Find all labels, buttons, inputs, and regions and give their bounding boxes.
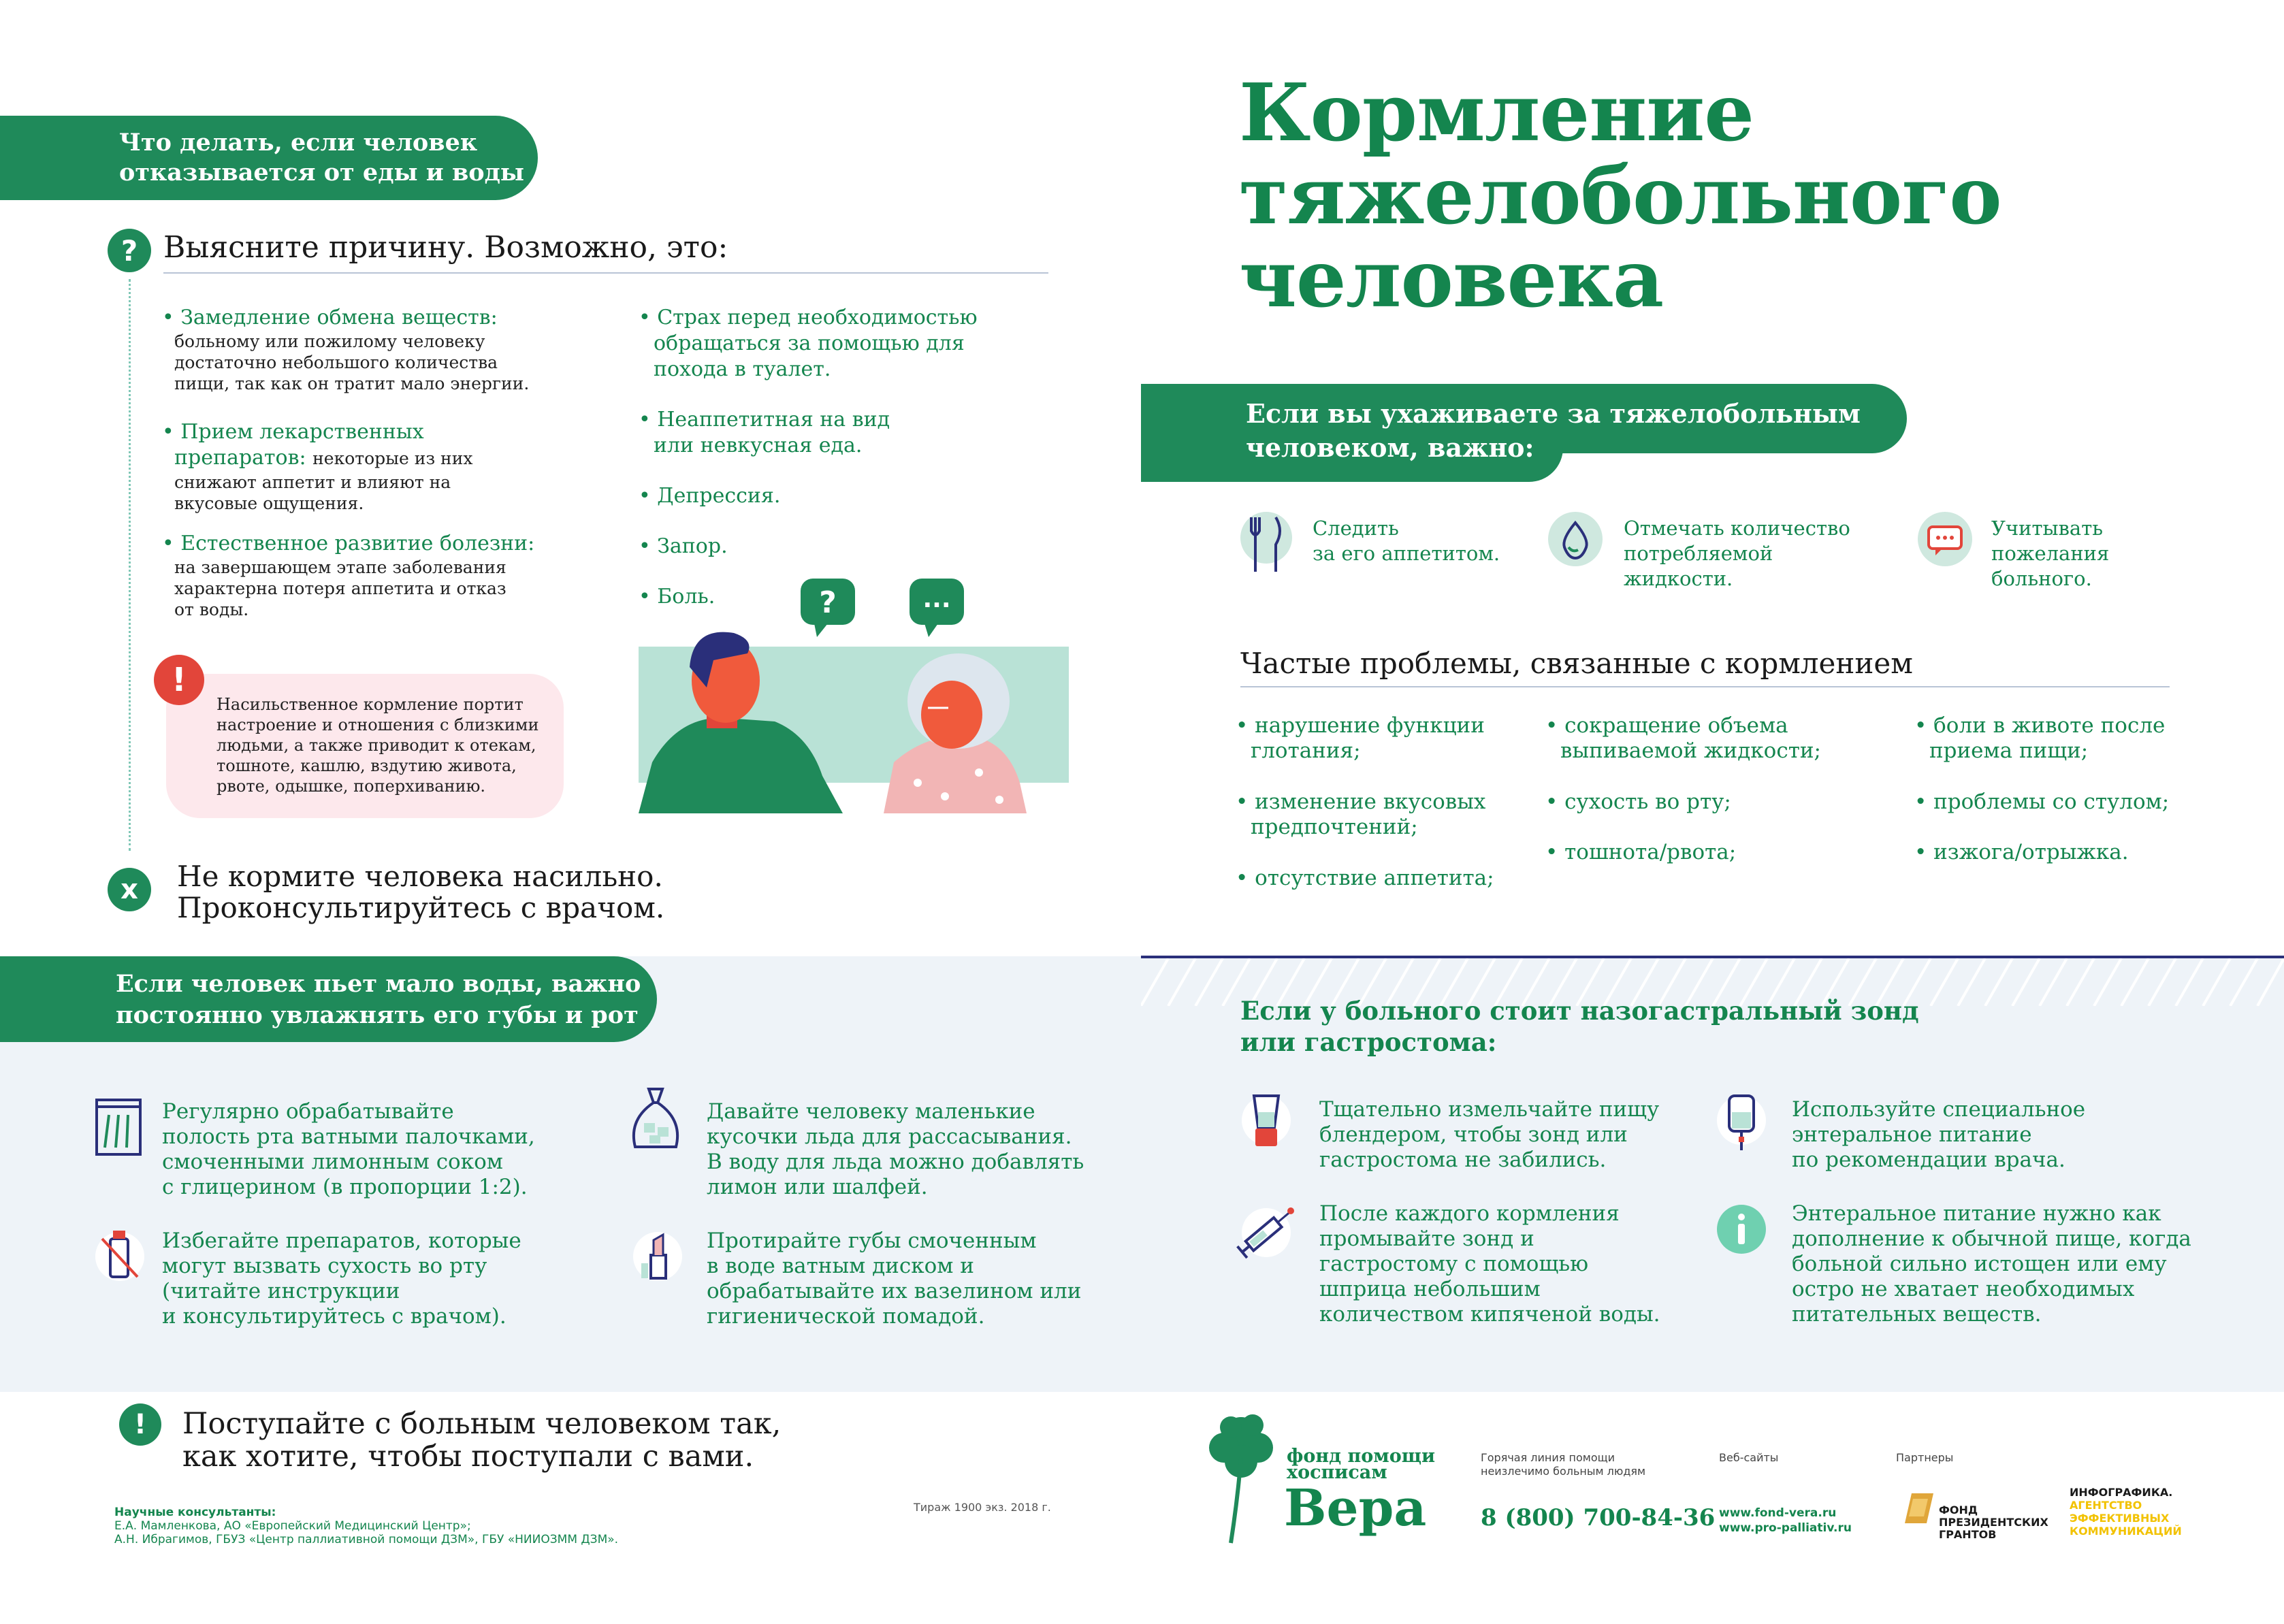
infographics-line: ЭФФЕКТИВНЫХ xyxy=(2070,1512,2170,1525)
water-drop-icon xyxy=(1547,510,1604,568)
grants-line: ПРЕЗИДЕНТСКИХ xyxy=(1939,1516,2048,1529)
water-line: кусочки льда для рассасывания. xyxy=(707,1124,1072,1149)
caregiver-illustration xyxy=(639,579,1069,813)
water-line: В воду для льда можно добавлять xyxy=(707,1150,1084,1174)
warning-icon: ! xyxy=(154,655,204,705)
problem-line: • изменение вкусовых xyxy=(1236,790,1486,814)
tube-line: Тщательно измельчайте пищу xyxy=(1319,1097,1660,1122)
tube-line: шприца небольшим xyxy=(1319,1277,1541,1301)
caring-header-line: человеком, важно: xyxy=(1246,432,1534,463)
ice-bag-icon xyxy=(625,1082,686,1157)
hotline-line: Горячая линия помощи xyxy=(1481,1451,1615,1464)
caring-line: жидкости. xyxy=(1624,567,1733,590)
print-run: Тираж 1900 экз. 2018 г. xyxy=(914,1501,1051,1514)
no-force-text xyxy=(177,861,664,924)
hotline-line: неизлечимо больным людям xyxy=(1481,1465,1646,1478)
caring-item xyxy=(1313,516,1500,566)
water-line: лимон или шалфей. xyxy=(707,1175,928,1199)
water-line: Давайте человеку маленькие xyxy=(707,1099,1035,1124)
water-line: могут вызвать сухость во рту xyxy=(162,1254,487,1278)
problem-line: предпочтений; xyxy=(1251,815,1418,839)
website-link[interactable]: www.fond-vera.ru xyxy=(1719,1506,1837,1520)
tube-line: остро не хватает необходимых xyxy=(1792,1277,2135,1301)
warning-line: людьми, а также приводит к отекам, xyxy=(216,736,536,755)
caring-line: Учитывать xyxy=(1991,517,2104,540)
tube-item xyxy=(1792,1097,2085,1173)
infographics-line: АГЕНТСТВО xyxy=(2070,1499,2142,1512)
water-line: полость рта ватными палочками, xyxy=(162,1124,535,1149)
tube-item xyxy=(1319,1097,1659,1173)
cause-item xyxy=(639,483,780,509)
problem-item xyxy=(1236,866,1494,891)
water-header-line: постоянно увлажнять его губы и рот xyxy=(116,1001,639,1029)
problem-item xyxy=(1545,713,1821,764)
problems-heading: Частые проблемы, связанные с кормлением xyxy=(1240,647,1913,680)
tree-logo-icon xyxy=(1204,1410,1278,1546)
infographics-line: ИНФОГРАФИКА. xyxy=(2070,1486,2173,1499)
water-line: Регулярно обрабатывайте xyxy=(162,1099,454,1124)
water-item xyxy=(707,1229,1081,1329)
grants-line: ФОНД xyxy=(1939,1504,1978,1516)
tube-line: питательных веществ. xyxy=(1792,1302,2042,1327)
water-item xyxy=(162,1099,535,1200)
cause-desc: пищи, так как он тратит мало энергии. xyxy=(174,374,530,393)
cause-item xyxy=(639,407,993,459)
problem-line: глотания; xyxy=(1251,738,1361,763)
consultants-line: Е.А. Мамленкова, АО «Европейский Медицинский Центр»; xyxy=(114,1519,471,1533)
websites-label: Веб-сайты xyxy=(1719,1451,1779,1464)
problem-item xyxy=(1914,790,2169,815)
problem-line: • нарушение функции xyxy=(1236,713,1485,738)
no-force-line: Не кормите человека насильно. xyxy=(177,860,663,893)
water-line: и консультируйтесь с врачом). xyxy=(162,1304,506,1329)
water-header-line: Если человек пьет мало воды, важно xyxy=(116,970,641,998)
warning-text xyxy=(216,694,538,796)
cause-item xyxy=(639,305,993,383)
tube-line: промывайте зонд и xyxy=(1319,1227,1534,1251)
consultants-label: Научные консультанты: xyxy=(114,1506,276,1519)
caring-item xyxy=(1624,516,1850,591)
problem-item xyxy=(1236,790,1485,840)
title-line: человека xyxy=(1239,233,1664,325)
tube-line: блендером, чтобы зонд или xyxy=(1319,1122,1628,1147)
water-line: обрабатывайте их вазелином или xyxy=(707,1279,1082,1303)
tube-header-line: или гастростома: xyxy=(1240,1027,1497,1057)
exclamation-icon: ! xyxy=(119,1403,161,1446)
grants-logo-text xyxy=(1939,1504,2048,1541)
tube-item xyxy=(1319,1201,1660,1327)
x-icon: x xyxy=(108,868,151,911)
cause-title: • Естественное развитие болезни: xyxy=(162,532,535,555)
tube-line: количеством кипяченой воды. xyxy=(1319,1302,1660,1327)
fund-tagline xyxy=(1287,1448,1435,1481)
motto-line: Поступайте с больным человеком так, xyxy=(182,1407,782,1441)
fund-line: хосписам xyxy=(1287,1462,1387,1483)
motto-text xyxy=(182,1408,781,1473)
cause-item xyxy=(162,305,543,394)
info-icon xyxy=(1716,1203,1767,1255)
cause-item xyxy=(162,531,543,620)
consultants-line: А.Н. Ибрагимов, ГБУЗ «Центр паллиативной помощи ДЗМ», ГБУ «НИИОЗММ ДЗМ». xyxy=(114,1533,619,1546)
water-line: Протирайте губы смоченным xyxy=(707,1229,1037,1253)
problem-item xyxy=(1545,790,1731,815)
tube-header xyxy=(1240,995,1919,1058)
infographics-logo xyxy=(2070,1486,2182,1538)
motto-line: как хотите, чтобы поступали с вами. xyxy=(182,1440,754,1474)
cause-desc: характерна потеря аппетита и отказ xyxy=(174,579,506,598)
refusal-header-line: отказывается от еды и воды xyxy=(119,159,525,186)
iv-bag-icon xyxy=(1716,1089,1767,1154)
tube-line: энтеральное питание xyxy=(1792,1122,2032,1147)
tube-line: по рекомендации врача. xyxy=(1792,1148,2065,1172)
title-line: Кормление xyxy=(1239,67,1754,159)
title-line: тяжелобольного xyxy=(1239,150,2001,242)
water-line: (читайте инструкции xyxy=(162,1279,400,1303)
cause-title: препаратов: xyxy=(174,446,306,470)
lip-balm-icon xyxy=(632,1225,683,1286)
cause-desc: некоторые из них xyxy=(312,449,473,468)
cause-line: или невкусная еда. xyxy=(654,434,863,457)
warning-line: настроение и отношения с близкими xyxy=(216,715,539,734)
tube-line: гастростома не забились. xyxy=(1319,1148,1607,1172)
question-heading: Выясните причину. Возможно, это: xyxy=(163,230,728,265)
problem-line: выпиваемой жидкости; xyxy=(1560,738,1821,763)
partners-label: Партнеры xyxy=(1896,1451,1954,1464)
cause-item xyxy=(162,419,543,514)
caring-line: Отмечать количество xyxy=(1624,517,1850,540)
problem-item xyxy=(1914,713,2165,764)
cause-desc: вкусовые ощущения. xyxy=(174,493,364,513)
caring-header-line: Если вы ухаживаете за тяжелобольным xyxy=(1246,398,1861,429)
problem-line: • проблемы со стулом; xyxy=(1914,790,2170,814)
refusal-header xyxy=(0,116,538,200)
water-line: смоченными лимонным соком xyxy=(162,1150,503,1174)
grants-line: ГРАНТОВ xyxy=(1939,1528,1997,1541)
problem-line: приема пищи; xyxy=(1929,738,2089,763)
syringe-icon xyxy=(1232,1201,1300,1263)
cause-line: похода в туалет. xyxy=(654,357,831,381)
caring-line: пожелания xyxy=(1991,542,2110,565)
cause-title: • Замедление обмена веществ: xyxy=(162,306,498,329)
water-line: с глицерином (в пропорции 1:2). xyxy=(162,1175,528,1199)
problem-line: • сокращение объема xyxy=(1545,713,1788,738)
caring-line: Следить xyxy=(1313,517,1399,540)
caring-line: за его аппетитом. xyxy=(1313,542,1500,565)
question-icon: ? xyxy=(108,229,151,272)
cause-line: обращаться за помощью для xyxy=(654,331,965,355)
problems-divider xyxy=(1240,686,2170,687)
caring-line: потребляемой xyxy=(1624,542,1773,565)
water-line: в воде ватным диском и xyxy=(707,1254,974,1278)
warning-line: тошноте, кашлю, вздутию живота, xyxy=(216,756,517,775)
problem-line: • тошнота/рвота; xyxy=(1545,840,1737,864)
caring-item xyxy=(1991,516,2109,591)
cause-title: • Прием лекарственных xyxy=(162,420,424,444)
cause-desc: снижают аппетит и влияют на xyxy=(174,472,451,492)
cause-line: • Запор. xyxy=(639,534,728,558)
cause-desc: от воды. xyxy=(174,600,249,619)
warning-line: Насильственное кормление портит xyxy=(216,695,524,714)
tube-line: дополнение к обычной пище, когда xyxy=(1792,1227,2191,1251)
chat-icon xyxy=(1916,510,1974,568)
cause-line: • Боль. xyxy=(639,585,715,608)
no-medicine-icon xyxy=(94,1225,146,1286)
grants-logo-icon xyxy=(1898,1489,1936,1527)
tube-line: больной сильно истощен или ему xyxy=(1792,1252,2167,1276)
cause-item xyxy=(639,534,728,559)
problem-item xyxy=(1545,840,1736,865)
cause-line: • Депрессия. xyxy=(639,484,781,508)
water-item xyxy=(707,1099,1084,1200)
water-line: гигиенической помадой. xyxy=(707,1304,985,1329)
cause-desc: больному или пожилому человеку xyxy=(174,331,485,351)
heading-divider xyxy=(163,272,1048,274)
problem-line: • сухость во рту; xyxy=(1545,790,1731,814)
fork-knife-icon xyxy=(1240,510,1295,576)
infographics-line: КОММУНИКАЦИЙ xyxy=(2070,1525,2182,1538)
warning-line: рвоте, одышке, поперхиванию. xyxy=(216,777,486,796)
tube-line: Используйте специальное xyxy=(1792,1097,2086,1122)
caring-header xyxy=(1246,397,1861,465)
timeline-dots xyxy=(129,279,131,851)
tube-line: гастростому с помощью xyxy=(1319,1252,1589,1276)
cotton-swabs-icon xyxy=(94,1096,143,1157)
tube-item xyxy=(1792,1201,2191,1327)
cause-desc: на завершающем этапе заболевания xyxy=(174,557,506,577)
bubble-dots: ... xyxy=(922,585,951,613)
website-link[interactable]: www.pro-palliativ.ru xyxy=(1719,1521,1852,1535)
problem-item xyxy=(1236,713,1485,764)
water-header xyxy=(0,956,657,1042)
refusal-header-line: Что делать, если человек xyxy=(119,129,478,157)
cause-line: • Страх перед необходимостью xyxy=(639,306,978,329)
cause-desc: достаточно небольшого количества xyxy=(174,353,498,372)
caring-line: больного. xyxy=(1991,567,2092,590)
water-line: Избегайте препаратов, которые xyxy=(162,1229,521,1253)
tube-line: После каждого кормления xyxy=(1319,1201,1620,1226)
fund-name: Вера xyxy=(1284,1479,1427,1538)
no-force-line: Проконсультируйтесь с врачом. xyxy=(177,891,665,924)
fund-line: фонд помощи xyxy=(1287,1446,1435,1467)
hotline-label xyxy=(1481,1451,1645,1478)
problem-line: • боли в животе после xyxy=(1914,713,2166,738)
page-title xyxy=(1239,67,2001,325)
water-item xyxy=(162,1229,521,1329)
consultants xyxy=(114,1506,618,1546)
problem-line: • отсутствие аппетита; xyxy=(1236,866,1494,890)
websites xyxy=(1719,1506,1852,1536)
hotline-phone[interactable]: 8 (800) 700-84-36 xyxy=(1481,1504,1716,1531)
cause-line: • Неаппетитная на вид xyxy=(639,408,890,432)
blender-icon xyxy=(1240,1089,1292,1154)
problem-line: • изжога/отрыжка. xyxy=(1914,840,2129,864)
tube-header-line: Если у больного стоит назогастральный зонд xyxy=(1240,996,1919,1026)
problem-item xyxy=(1914,840,2129,865)
tube-line: Энтеральное питание нужно как xyxy=(1792,1201,2161,1226)
bubble-question: ? xyxy=(819,585,837,620)
